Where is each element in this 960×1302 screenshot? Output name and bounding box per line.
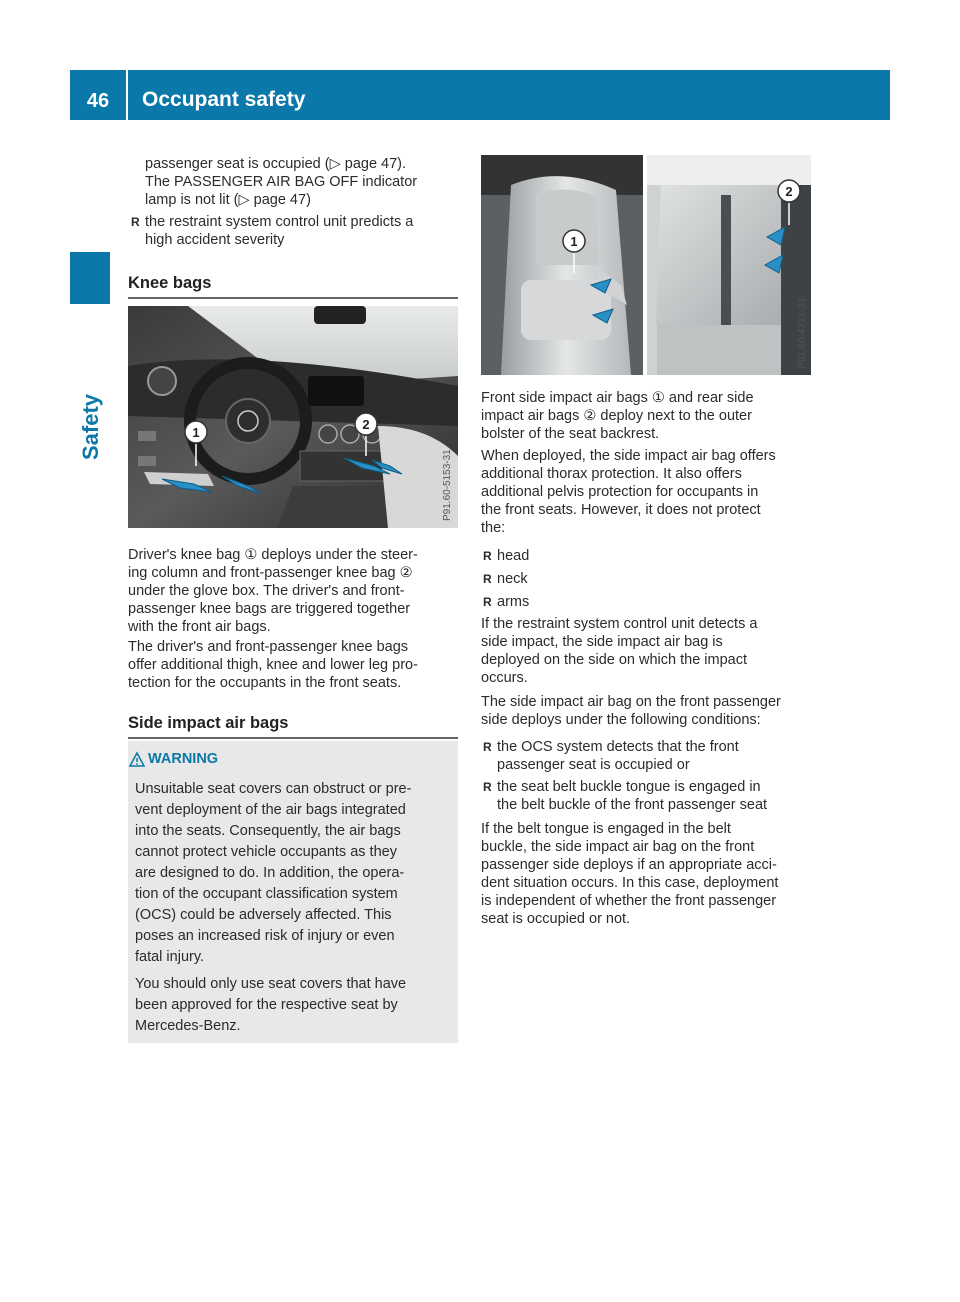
heading-rule: [128, 737, 458, 739]
list-item: R arms: [483, 594, 530, 610]
intro-text: passenger seat is occupied (▷ page 47). The PASSENGER AIR BAG OFF indicator lamp is not lit (▷ page 47): [145, 156, 418, 208]
svg-text:2: 2: [785, 184, 793, 199]
svg-text:1: 1: [192, 425, 200, 440]
page-number: 46: [86, 90, 110, 112]
svg-text:1: 1: [570, 234, 578, 249]
knee-protection-text: The driver's and front-passenger knee bags offer additional thigh, knee and lower leg pro- tection for the occupants in the front seats.: [128, 639, 418, 691]
warning-advice: You should only use seat covers that have been approved for the respective seat by Mercedes-Benz.: [135, 976, 407, 1034]
knee-bags-image: [128, 306, 458, 528]
deployment-text: If the restraint system control unit detects a side impact, the side impact air bag is deployed on the side on which the impact occurs.: [481, 616, 758, 686]
knee-description: Driver's knee bag ① deploys under the steer- ing column and front-passenger knee bag ② under the glove box. The driver's and front- passenger knee bags are triggered together with the front air bags.: [128, 547, 418, 635]
warning-text: Unsuitable seat covers can obstruct or pre- vent deployment of the air bags integrated into the seats. Consequently, the air bags cannot protect vehicle occupants as they are designed to do. In addition, the opera- tion of the occupant classification system (OCS) could be adversely affected. This poses an increased risk of injury or even fatal injury.: [135, 781, 412, 965]
belt-tongue-text: If the belt tongue is engaged in the belt buckle, the side impact air bag on the front passenger side deploys if an appropriate acci- dent situation occurs. In this case, deployment is independent of whether the front passenger seat is occupied or not.: [481, 821, 779, 927]
side-impact-heading: Side impact air bags: [128, 714, 289, 732]
conditions-intro: The side impact air bag on the front passenger side deploys under the following conditions:: [481, 694, 781, 728]
side-airbags-image: [481, 155, 811, 375]
section-tab-label: Safety: [78, 393, 103, 460]
side-airbag-protection: When deployed, the side impact air bag offers additional thorax protection. It also offers additional pelvis protection for occupants in the front seats. However, it does not protect the:: [481, 448, 776, 536]
warning-title: WARNING: [148, 751, 219, 767]
page-header: [70, 70, 890, 120]
image-code: P91.60-4717-31: [797, 297, 808, 369]
svg-text:2: 2: [362, 417, 370, 432]
side-airbag-description: Front side impact air bags ① and rear side impact air bags ② deploy next to the outer bolster of the seat backrest.: [481, 390, 754, 442]
section-tab-marker: [70, 252, 110, 304]
image-code: P91.60-5153-31: [442, 449, 453, 521]
bullet-item: R the restraint system control unit predicts a high accident severity: [131, 214, 414, 248]
warning-triangle-icon: [128, 751, 146, 769]
list-item: R the OCS system detects that the front passenger seat is occupied or: [483, 739, 739, 773]
list-item: R head: [483, 548, 530, 564]
list-item: R the seat belt buckle tongue is engaged in the belt buckle of the front passenger seat: [483, 779, 768, 813]
header-divider: [126, 70, 128, 120]
knee-bags-heading: Knee bags: [128, 274, 212, 292]
list-item: R neck: [483, 571, 528, 587]
heading-rule: [128, 297, 458, 299]
page-title: Occupant safety: [142, 88, 306, 111]
